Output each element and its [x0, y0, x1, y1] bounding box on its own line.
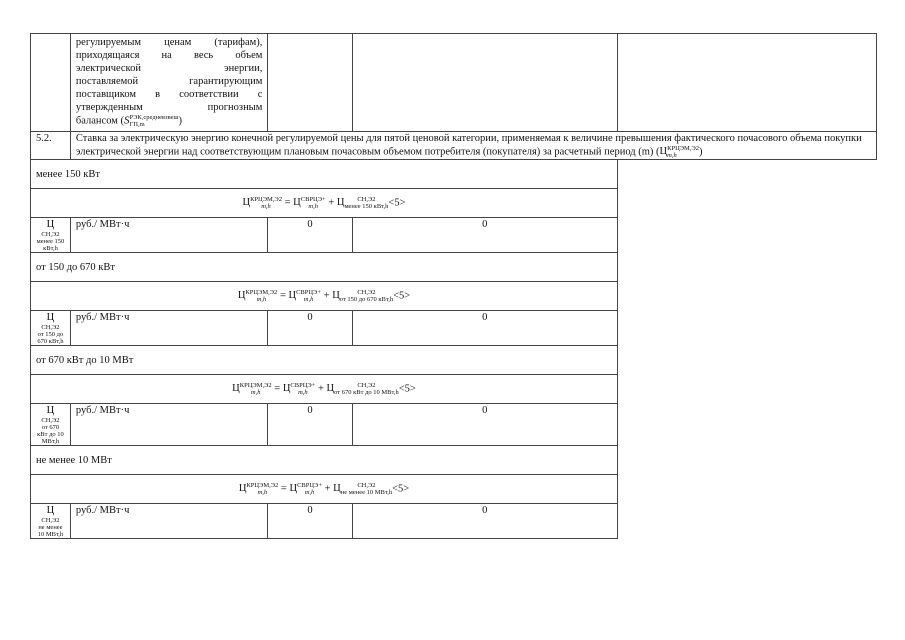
formula-footnote-ref: <5>	[393, 290, 411, 302]
formula-plus: +	[322, 483, 334, 495]
section-header-row	[31, 132, 877, 160]
formula-lhs: Ц КРЦЭМ,Э2 m,h	[242, 196, 282, 210]
row-unit: руб./ МВт·ч	[70, 311, 267, 346]
name-line: поставщиком в соответствии с	[75, 89, 263, 100]
table-row	[31, 311, 877, 346]
name-line: утвержденным прогнозным	[75, 102, 263, 113]
row-value-2: 0	[352, 218, 617, 253]
formula	[31, 282, 618, 311]
continued-row-unit	[268, 34, 352, 132]
row-value-1: 0	[268, 218, 352, 253]
formula-equals: =	[281, 197, 294, 209]
formula-equals: =	[271, 383, 283, 395]
row-value-1: 0	[268, 404, 352, 446]
formula-term-2: Ц СН,Э2 не менее 10 МВт,h	[333, 482, 393, 496]
continued-row	[31, 34, 877, 132]
formula-term-2: Ц СН,Э2 менее 150 кВт,h	[336, 196, 389, 210]
name-last-prefix: балансом (	[75, 115, 125, 127]
formula	[31, 189, 618, 218]
name-line: приходящаяся на весь объем	[75, 50, 263, 61]
row-unit: руб./ МВт·ч	[70, 404, 267, 446]
table-row	[31, 218, 877, 253]
balance-sub: ГП,m	[129, 121, 145, 128]
group-title-row	[31, 446, 877, 475]
section-text-end: )	[699, 146, 703, 158]
group-title-row	[31, 253, 877, 282]
table-row	[31, 404, 877, 446]
formula-footnote-ref: <5>	[388, 197, 406, 209]
row-value-2: 0	[352, 404, 617, 446]
continued-row-number	[31, 34, 71, 132]
group-title: от 670 кВт до 10 МВт	[31, 346, 618, 375]
group-title: менее 150 кВт	[31, 160, 618, 189]
section-number: 5.2.	[31, 132, 71, 160]
formula-equals: =	[278, 483, 290, 495]
formula-plus: +	[325, 197, 337, 209]
balance-indices	[130, 114, 179, 128]
row-name: Ц СН,Э2 не менее 10 МВт,h	[31, 504, 71, 539]
formula-term-1: Ц СВРЦЭ+ m,h	[282, 382, 316, 396]
formula-plus: +	[315, 383, 327, 395]
formula-term-2: Ц СН,Э2 от 670 кВт до 10 МВт,h	[326, 382, 399, 396]
row-unit: руб./ МВт·ч	[70, 218, 267, 253]
formula-row	[31, 475, 877, 504]
group-title-row	[31, 346, 877, 375]
formula-lhs: Ц КРЦЭМ,Э2 m,h	[238, 482, 279, 496]
table-row	[31, 504, 877, 539]
formula-footnote-ref: <5>	[392, 483, 410, 495]
formula-term-1: Ц СВРЦЭ+ m,h	[293, 196, 326, 210]
formula-row	[31, 189, 877, 218]
name-line: электрической энергии,	[75, 63, 263, 74]
row-value-1: 0	[268, 311, 352, 346]
formula-row	[31, 282, 877, 311]
row-value-2: 0	[352, 504, 617, 539]
row-unit: руб./ МВт·ч	[70, 504, 267, 539]
group-title-row	[31, 160, 877, 189]
name-line: регулируемым ценам (тарифам),	[75, 37, 263, 48]
balance-sup: РЭК,средневзвеш	[129, 114, 179, 121]
continued-row-v1	[352, 34, 617, 132]
continued-row-name	[70, 34, 267, 132]
section-symbol: Ц КРЦЭМ,Э2 m,h	[659, 145, 700, 159]
formula	[31, 475, 618, 504]
row-name: Ц СН,Э2 менее 150 кВт,h	[31, 218, 71, 253]
group-title: не менее 10 МВт	[31, 446, 618, 475]
row-name: Ц СН,Э2 от 150 до 670 кВт,h	[31, 311, 71, 346]
formula-lhs: Ц КРЦЭМ,Э2 m,h	[232, 382, 272, 396]
row-value-2: 0	[352, 311, 617, 346]
formula-term-1: Ц СВРЦЭ+ m,h	[289, 482, 322, 496]
row-name: Ц СН,Э2 от 670 кВт до 10 МВт,h	[31, 404, 71, 446]
tariff-table	[30, 33, 877, 539]
name-last-suffix: )	[178, 115, 183, 127]
formula-equals: =	[277, 290, 289, 302]
formula-footnote-ref: <5>	[398, 383, 416, 395]
continued-row-v2	[618, 34, 877, 132]
section-description	[70, 132, 876, 160]
formula	[31, 375, 618, 404]
group-title: от 150 до 670 кВт	[31, 253, 618, 282]
row-value-1: 0	[268, 504, 352, 539]
formula-lhs: Ц КРЦЭМ,Э2 m,h	[237, 289, 278, 303]
formula-term-1: Ц СВРЦЭ+ m,h	[288, 289, 322, 303]
formula-term-2: Ц СН,Э2 от 150 до 670 кВт,h	[332, 289, 394, 303]
formula-plus: +	[321, 290, 333, 302]
section-text: Ставка за электрическую энергию конечной регулируемой цены для пятой ценовой категории, применяемая к величине превышения фактического почасового объема покупки электрической энергии над соответствующим плановым почасовым объемом потребителя (покупателя) за расчетный период (m) (	[75, 133, 862, 158]
formula-row	[31, 375, 877, 404]
balance-symbol: S	[124, 114, 130, 127]
name-line: поставляемой гарантирующим	[75, 76, 263, 87]
name-last-line	[76, 114, 262, 128]
